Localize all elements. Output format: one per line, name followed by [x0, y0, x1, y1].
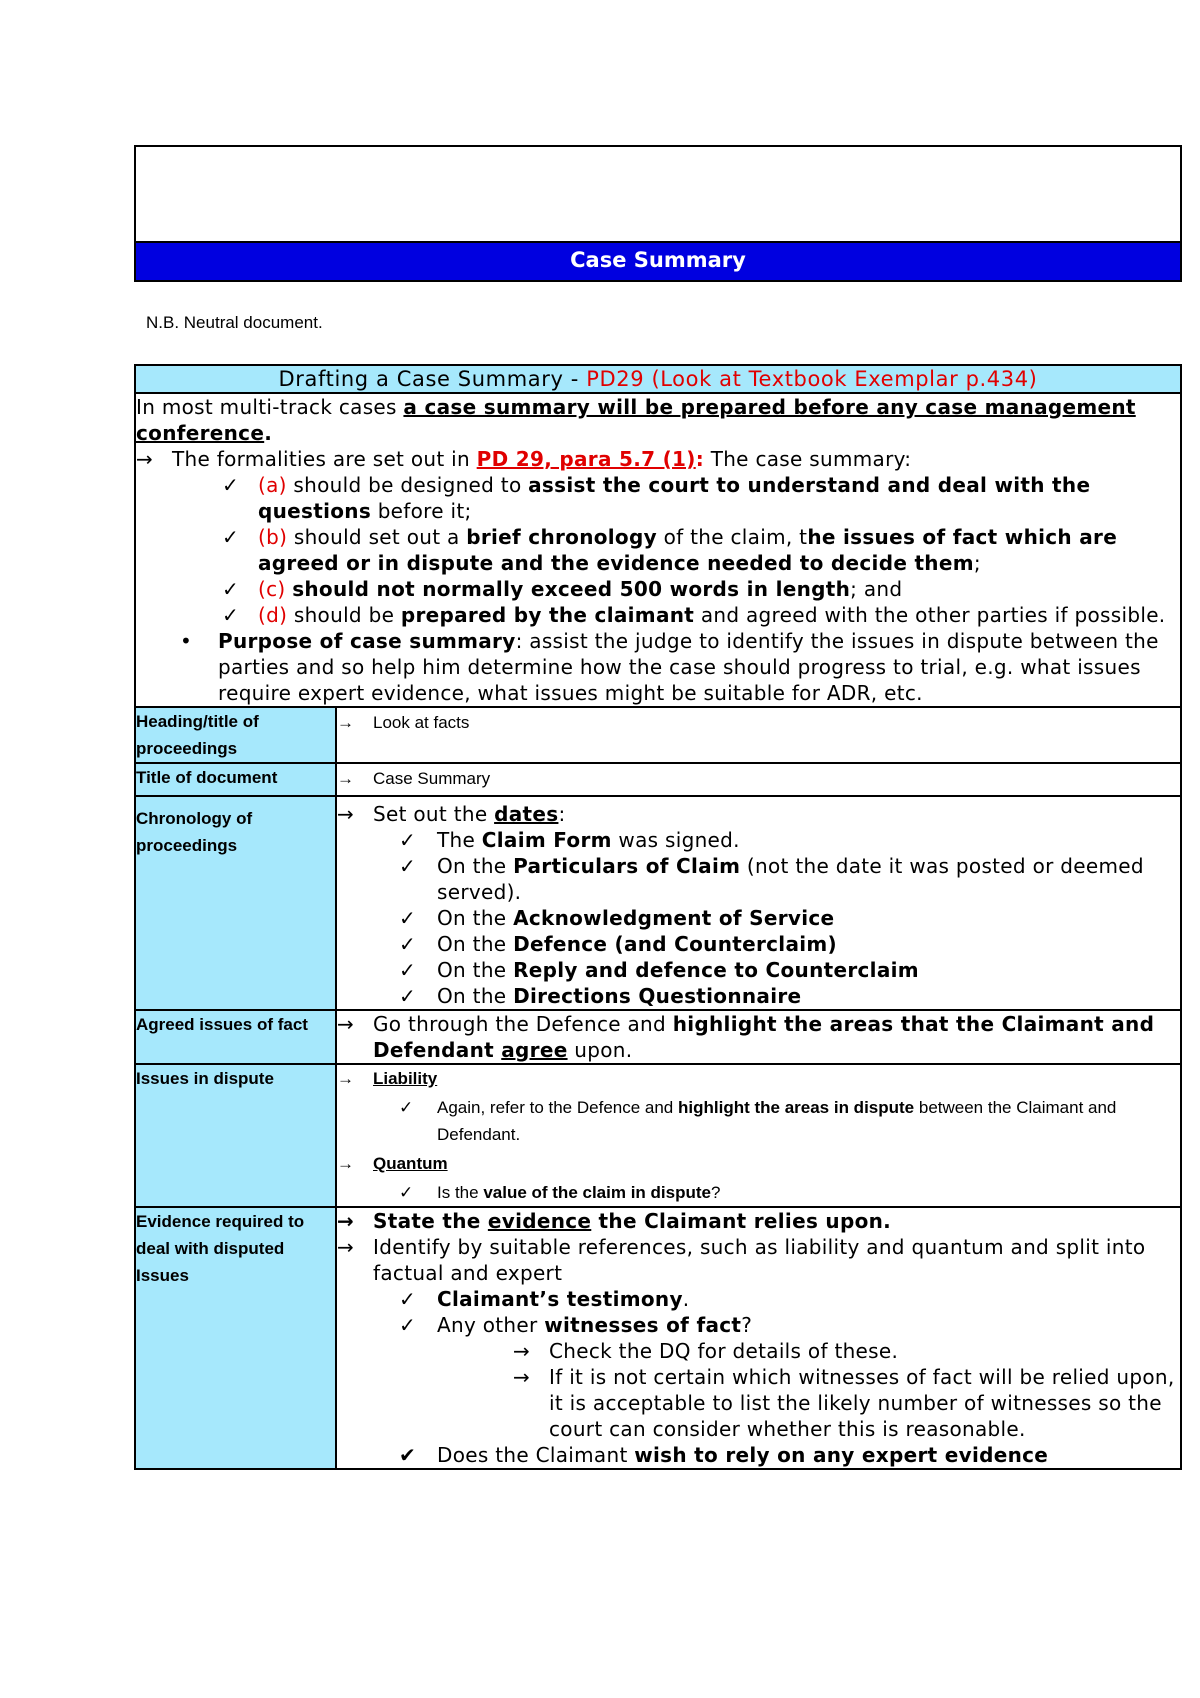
row-content-title: → Case Summary: [336, 763, 1181, 796]
arrow-icon: →: [337, 769, 354, 788]
check-icon: ✓: [222, 525, 240, 549]
arrow-icon: →: [337, 1209, 355, 1233]
check-icon: ✓: [222, 603, 240, 627]
check-icon: ✓: [399, 1287, 417, 1311]
quantum-heading: Quantum: [373, 1154, 448, 1173]
arrow-icon: →: [513, 1339, 531, 1363]
check-icon: ✓: [399, 958, 417, 982]
check-icon: ✓: [399, 1313, 417, 1337]
check-icon: ✓: [399, 906, 417, 930]
arrow-icon: →: [337, 1154, 354, 1173]
formalities-reference: PD 29, para 5.7 (1): [476, 447, 696, 471]
row-content-dispute: → Liability ✓ Again, refer to the Defence and highlight the areas in dispute between the Claimant and Defendant. → Quantum ✓ Is the value of the claim in dispute?: [336, 1064, 1181, 1207]
row-content-chronology: → Set out the dates: ✓ The Claim Form was signed. ✓ On the Particulars of Claim (not the date it was posted or deemed served). ✓ On the Acknowledgment of Service ✓ On the Defence (and Counterclaim) ✓ On the Reply and defence to Counterclaim ✓ On the Directions Questionnaire: [336, 796, 1181, 1010]
heavy-check-icon: ✔: [399, 1443, 417, 1467]
document-title-band: [136, 241, 1180, 280]
row-label-evidence: Evidence required to deal with disputed Issues: [135, 1207, 336, 1469]
document-title-box: [134, 145, 1182, 282]
section-heading: [135, 365, 1181, 393]
arrow-icon: →: [136, 447, 154, 471]
arrow-icon: →: [513, 1365, 531, 1389]
case-summary-table: [134, 364, 1182, 1470]
intro-emphasis: a case summary will be prepared before any case management conference: [136, 395, 1136, 445]
check-icon: ✓: [399, 932, 417, 956]
check-icon: ✓: [399, 854, 417, 878]
row-label-agreed: Agreed issues of fact: [135, 1010, 336, 1064]
check-icon: ✓: [222, 473, 240, 497]
formality-item-a: ✓ (a) should be designed to assist the court to understand and deal with the questions before it;: [222, 473, 1091, 523]
check-icon: ✓: [399, 1183, 414, 1202]
intro-paragraph: [136, 394, 1180, 446]
liability-heading: Liability: [373, 1069, 438, 1088]
section-intro: [135, 393, 1181, 707]
purpose-bullet: • Purpose of case summary: assist the judge to identify the issues in dispute between the parties and so help him determine how the case should progress to trial, e.g. what issues require expert evidence, what issues might be suitable for ADR, etc.: [180, 629, 1159, 705]
section-heading-text: Drafting a Case Summary -: [278, 367, 587, 391]
row-content-agreed: → Go through the Defence and highlight the areas that the Claimant and Defendant agree upon.: [336, 1010, 1181, 1064]
row-label-heading: Heading/title of proceedings: [135, 707, 336, 763]
bullet-icon: •: [180, 629, 193, 653]
arrow-icon: →: [337, 1069, 354, 1088]
row-label-dispute: Issues in dispute: [135, 1064, 336, 1207]
check-icon: ✓: [399, 984, 417, 1008]
check-icon: ✓: [399, 1098, 414, 1117]
arrow-icon: →: [337, 1235, 355, 1259]
formality-item-c: ✓ (c) should not normally exceed 500 words in length; and: [222, 577, 903, 601]
check-icon: ✓: [399, 828, 417, 852]
neutral-document-note: N.B. Neutral document.: [146, 313, 323, 332]
row-label-chronology: Chronology of proceedings: [135, 796, 336, 1010]
arrow-icon: →: [337, 1012, 355, 1036]
arrow-icon: →: [337, 802, 355, 826]
arrow-icon: →: [337, 713, 354, 732]
formalities-line: → The formalities are set out in PD 29, para 5.7 (1): The case summary:: [136, 447, 912, 471]
intro-text: In most multi-track cases: [136, 395, 404, 419]
formality-item-b: ✓ (b) should set out a brief chronology of the claim, the issues of fact which are agreed or in dispute and the evidence needed to decide them;: [222, 525, 1118, 575]
row-label-title: Title of document: [135, 763, 336, 796]
intro-period: .: [264, 421, 273, 445]
row-content-heading: → Look at facts: [336, 707, 1181, 763]
formality-item-d: ✓ (d) should be prepared by the claimant and agreed with the other parties if possible.: [222, 603, 1166, 627]
row-content-evidence: → State the evidence the Claimant relies upon. → Identify by suitable references, such as liability and quantum and split into factual and expert ✓ Claimant’s testimony. ✓ Any other witnesses of fact? → Check the DQ for details of these. → If it is not certain which witnesses of fact will be relied upon, it is acceptable to list the likely number of witnesses so the court can consider whether this is reasonable. ✔ Does the Claimant wish to rely on any expert evidence: [336, 1207, 1181, 1469]
document-title: Case Summary: [570, 248, 746, 272]
section-heading-reference: PD29 (Look at Textbook Exemplar p.434): [586, 367, 1038, 391]
check-icon: ✓: [222, 577, 240, 601]
